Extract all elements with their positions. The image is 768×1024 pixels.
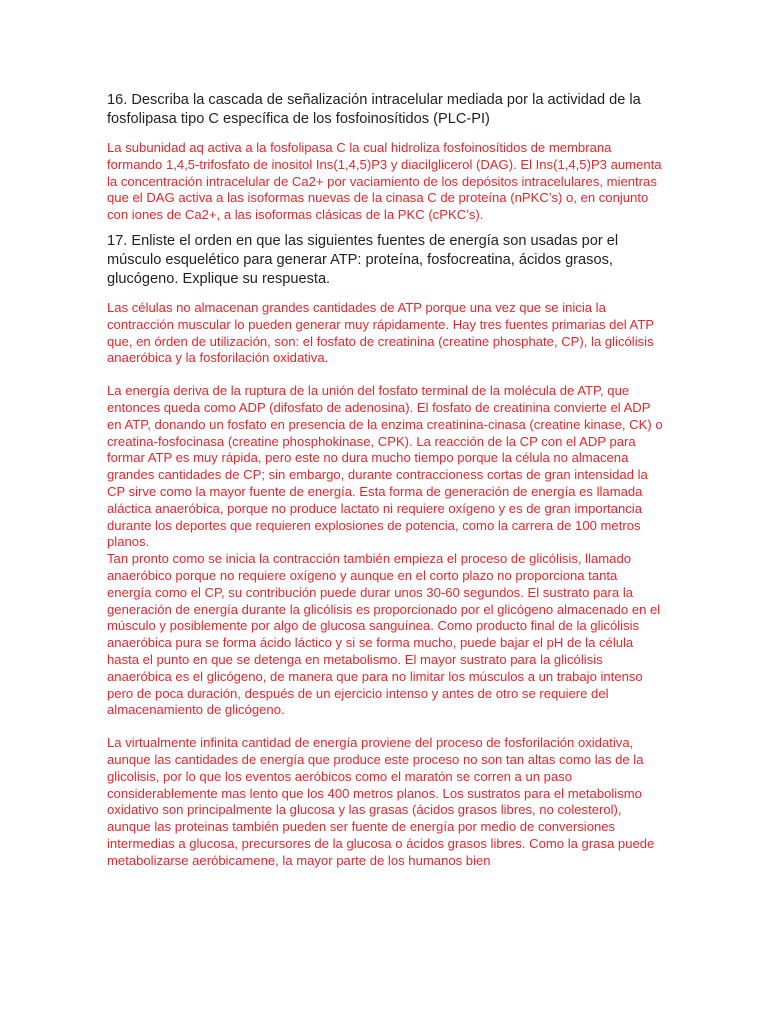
answer-17-paragraph-2: La energía deriva de la ruptura de la unión del fosfato terminal de la molécula de ATP, que entonces queda como ADP (difosfato de adenosina). El fosfato de creatinina convierte el ADP en ATP, donando un fosfato en presencia de la enzima creatinina-cinasa (creatine kinase, CK) o creatina-fosfocinasa (creatine phosphokinase, CPK). La reacción de la CP con el ADP para formar ATP es muy rápida, pero este no dura mucho tiempo porque la célula no almacena grandes cantidades de CP; sin embargo, durante contraccioness cortas de gran intensidad la CP sirve como la mayor fuente de energía. Esta forma de generación de energía es llamada aláctica anaeróbica, porque no produce lactato ni requiere oxígeno y es de gran importancia durante los deportes que requieren explosiones de potencia, como la carrera de 100 metros planos. [107, 383, 663, 550]
question-16: 16. Describa la cascada de señalización intracelular mediada por la actividad de la fosfolipasa tipo C específica de los fosfoinosítidos (PLC-PI) [107, 92, 641, 127]
question-17: 17. Enliste el orden en que las siguientes fuentes de energía son usadas por el músculo esquelético para generar ATP: proteína, fosfocreatina, ácidos grasos, glucógeno. Explique su respuesta. [107, 232, 619, 287]
answer-16: La subunidad aq activa a la fosfolipasa C la cual hidroliza fosfoinosítidos de membrana formando 1,4,5-trifosfato de inositol Ins(1,4,5)P3 y diacilglicerol (DAG). El Ins(1,4,5)P3 aumenta la concentración intracelular de Ca2+ por vaciamiento de los depósitos intracelulares, mientras que el DAG activa a las isoformas nuevas de la cinasa C de proteína (nPKC’s) o, en conjunto con iones de Ca2+, a las isoformas clásicas de la PKC (cPKC’s). [107, 140, 662, 223]
document-page [107, 91, 663, 869]
answer-17-paragraph-1: Las células no almacenan grandes cantidades de ATP porque una vez que se inicia la contracción muscular lo pueden generar muy rápidamente. Hay tres fuentes primarias del ATP que, en órden de utilización, son: el fosfato de creatinina (creatine phosphate, CP), la glicólisis anaeróbica y la fosforilación oxidativa. [107, 299, 654, 366]
answer-17-paragraph-4: La virtualmente infinita cantidad de energía proviene del proceso de fosforilación oxidativa, aunque las cantidades de energía que produce este proceso no son tan altas como las de la glicolisis, por lo que los eventos aeróbicos como el maratón se corren a un paso considerablemente mas lento que los 400 metros planos. Los sustratos para el metabolismo oxidativo son principalmente la glucosa y las grasas (ácidos grasos libres, no colesterol), aunque las proteinas también pueden ser fuente de energía por medio de conversiones intermedias a glucosa, precursores de la glucosa o ácidos grasos libres. Como la grasa puede metabolizarse aeróbicamene, la mayor parte de los humanos bien [107, 735, 655, 868]
answer-17-paragraph-3: Tan pronto como se inicia la contracción también empieza el proceso de glicólisis, llamado anaeróbico porque no requiere oxígeno y aunque en el corto plazo no proporciona tanta energía como el CP, su contribución puede durar unos 30-60 segundos. El sustrato para la generación de energía durante la glicólisis es proporcionado por el glicógeno almacenado en el músculo y posiblemente por algo de glucosa sanguínea. Como producto final de la glicólisis anaeróbica pura se forma ácido láctico y si se forma mucho, puede bajar el pH de la célula hasta el punto en que se detenga en metabolismo. El mayor sustrato para la glicólisis anaeróbica es el glicógeno, de manera que para no limitar los músculos a un trabajo intenso pero de poca duración, después de un ejercicio intenso y antes de otro se requiere del almacenamiento de glicógeno. [107, 551, 661, 718]
